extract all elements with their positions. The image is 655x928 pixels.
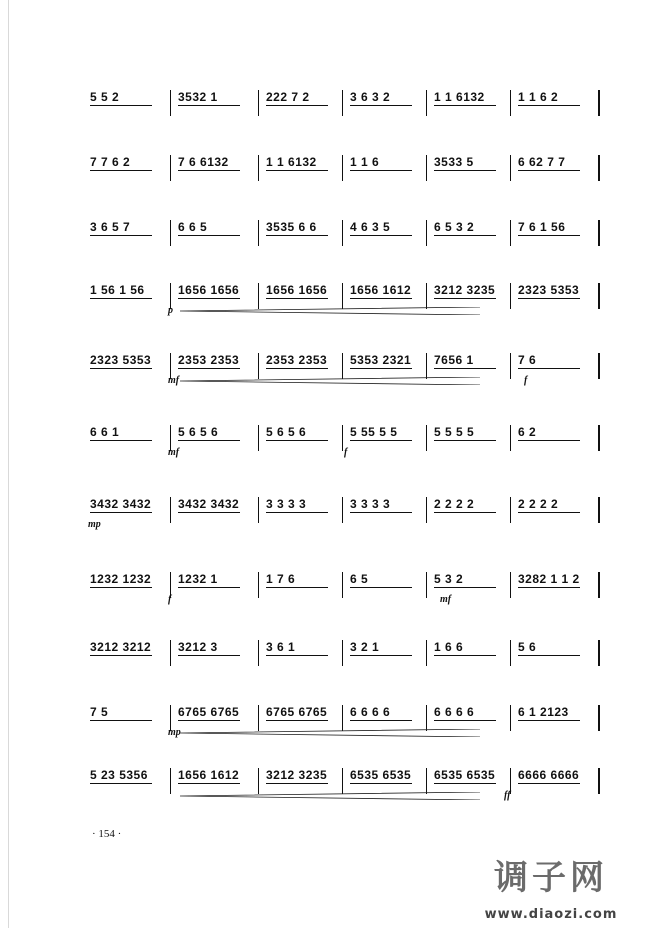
hairpin: [180, 792, 480, 800]
dynamic-mark: mp: [88, 519, 101, 530]
score-measure: 7 7 6 2: [90, 155, 131, 169]
beam-underline: [178, 512, 240, 513]
score-measure: 6765 6765: [178, 705, 240, 719]
beam-underline: [266, 720, 328, 721]
barline: [510, 90, 511, 116]
beam-underline: [90, 368, 152, 369]
dynamic-mark: f: [344, 447, 348, 458]
beam-underline: [266, 105, 328, 106]
score-measure: 1 1 6 2: [518, 90, 559, 104]
barline: [342, 353, 343, 379]
beam-underline: [266, 170, 328, 171]
barline: [510, 353, 511, 379]
beam-underline: [518, 720, 580, 721]
page-number: · 154 ·: [92, 828, 122, 840]
score-measure: 3212 3: [178, 640, 218, 654]
beam-underline: [90, 512, 152, 513]
barline: [258, 90, 259, 116]
beam-underline: [178, 440, 240, 441]
watermark: [476, 850, 626, 922]
score-measure: 5 5 5 5: [434, 425, 475, 439]
beam-underline: [90, 783, 152, 784]
score-measure: 3 6 3 2: [350, 90, 391, 104]
barline: [258, 155, 259, 181]
barline: [170, 768, 171, 794]
beam-underline: [90, 105, 152, 106]
score-measure: 3533 5: [434, 155, 474, 169]
barline: [510, 640, 511, 666]
barline: [258, 220, 259, 246]
beam-underline: [90, 655, 152, 656]
beam-underline: [178, 720, 240, 721]
beam-underline: [434, 783, 496, 784]
score-measure: 1 1 6132: [266, 155, 317, 169]
score-measure: 6 6 5: [178, 220, 208, 234]
beam-underline: [518, 105, 580, 106]
score-line: [84, 155, 604, 185]
barline-end: [598, 572, 600, 598]
score-measure: 3 6 5 7: [90, 220, 131, 234]
barline: [258, 768, 259, 794]
beam-underline: [434, 368, 496, 369]
dynamic-mark: mf: [168, 447, 180, 458]
score-measure: 5 55 5 5: [350, 425, 398, 439]
barline: [170, 640, 171, 666]
barline: [258, 283, 259, 309]
barline: [426, 705, 427, 731]
beam-underline: [350, 170, 412, 171]
page-binding-line: [8, 0, 9, 928]
beam-underline: [178, 235, 240, 236]
barline: [510, 155, 511, 181]
score-measure: 5 23 5356: [90, 768, 148, 782]
beam-underline: [434, 170, 496, 171]
score-line: [84, 768, 604, 801]
beam-underline: [518, 170, 580, 171]
barline: [426, 572, 427, 598]
score-line: [84, 640, 604, 670]
dynamic-mark: mp: [168, 727, 181, 738]
barline: [510, 705, 511, 731]
barline: [258, 705, 259, 731]
barline-end: [598, 497, 600, 523]
beam-underline: [266, 235, 328, 236]
barline: [426, 768, 427, 794]
barline: [426, 155, 427, 181]
beam-underline: [518, 655, 580, 656]
score-measure: 6 2: [518, 425, 537, 439]
barline-end: [598, 705, 600, 731]
score-measure: 5 6: [518, 640, 537, 654]
score-measure: 7656 1: [434, 353, 474, 367]
score-measure: 5 6 5 6: [178, 425, 219, 439]
barline: [258, 353, 259, 379]
barline: [426, 353, 427, 379]
barline: [342, 220, 343, 246]
score-measure: 5 6 5 6: [266, 425, 307, 439]
score-measure: 7 5: [90, 705, 109, 719]
score-line: [84, 425, 604, 458]
beam-underline: [90, 298, 152, 299]
beam-underline: [90, 587, 152, 588]
barline: [426, 425, 427, 451]
score-measure: 2323 5353: [518, 283, 580, 297]
score-measure: 3212 3235: [434, 283, 496, 297]
score-measure: 3 2 1: [350, 640, 380, 654]
barline: [342, 572, 343, 598]
barline-end: [598, 353, 600, 379]
score-measure: 3535 6 6: [266, 220, 317, 234]
score-measure: 1232 1232: [90, 572, 152, 586]
dynamic-mark: mf: [440, 594, 452, 605]
barline: [170, 90, 171, 116]
barline: [510, 572, 511, 598]
beam-underline: [518, 235, 580, 236]
dynamic-mark: f: [168, 594, 172, 605]
barline-end: [598, 283, 600, 309]
score-measure: 1 6 6: [434, 640, 464, 654]
score-line: [84, 353, 604, 386]
dynamic-mark: ff: [504, 790, 511, 801]
score-measure: 1656 1612: [350, 283, 412, 297]
beam-underline: [350, 298, 412, 299]
score-measure: 3212 3235: [266, 768, 328, 782]
beam-underline: [350, 368, 412, 369]
score-line: [84, 705, 604, 738]
beam-underline: [90, 170, 152, 171]
score-measure: 5 3 2: [434, 572, 464, 586]
barline: [426, 220, 427, 246]
score-measure: 2353 2353: [178, 353, 240, 367]
score-measure: 1656 1656: [266, 283, 328, 297]
score-measure: 1 56 1 56: [90, 283, 145, 297]
beam-underline: [434, 235, 496, 236]
barline-end: [598, 768, 600, 794]
score-measure: 2323 5353: [90, 353, 152, 367]
score-line: [84, 90, 604, 120]
dynamic-mark: p: [168, 305, 173, 316]
beam-underline: [518, 440, 580, 441]
score-measure: 6 6 6 6: [434, 705, 475, 719]
score-measure: 6 6 6 6: [350, 705, 391, 719]
beam-underline: [266, 512, 328, 513]
beam-underline: [266, 587, 328, 588]
beam-underline: [434, 512, 496, 513]
barline: [426, 497, 427, 523]
beam-underline: [90, 235, 152, 236]
beam-underline: [434, 587, 496, 588]
beam-underline: [178, 170, 240, 171]
barline: [342, 425, 343, 451]
score-line: [84, 283, 604, 316]
beam-underline: [350, 235, 412, 236]
score-measure: 6666 6666: [518, 768, 580, 782]
beam-underline: [178, 368, 240, 369]
score-measure: 5353 2321: [350, 353, 412, 367]
score-measure: 6 62 7 7: [518, 155, 566, 169]
beam-underline: [178, 587, 240, 588]
beam-underline: [350, 655, 412, 656]
score-measure: 3432 3432: [178, 497, 240, 511]
barline: [426, 283, 427, 309]
beam-underline: [350, 783, 412, 784]
barline: [170, 155, 171, 181]
beam-underline: [518, 298, 580, 299]
beam-underline: [434, 440, 496, 441]
score-measure: 1 1 6132: [434, 90, 485, 104]
barline-end: [598, 425, 600, 451]
beam-underline: [266, 655, 328, 656]
barline: [342, 705, 343, 731]
barline-end: [598, 220, 600, 246]
beam-underline: [350, 105, 412, 106]
score-measure: 6535 6535: [350, 768, 412, 782]
barline-end: [598, 90, 600, 116]
beam-underline: [350, 587, 412, 588]
score-measure: 1232 1: [178, 572, 218, 586]
dynamic-mark: mf: [168, 375, 180, 386]
score-measure: 3532 1: [178, 90, 218, 104]
barline: [170, 497, 171, 523]
score-line: [84, 497, 604, 530]
beam-underline: [518, 512, 580, 513]
barline: [342, 497, 343, 523]
beam-underline: [518, 783, 580, 784]
score-measure: 6 5: [350, 572, 369, 586]
score-measure: 6 5 3 2: [434, 220, 475, 234]
barline: [510, 425, 511, 451]
dynamic-mark: f: [524, 375, 528, 386]
score-measure: 2353 2353: [266, 353, 328, 367]
barline: [342, 155, 343, 181]
barline: [510, 497, 511, 523]
score-measure: 1 7 6: [266, 572, 296, 586]
beam-underline: [178, 298, 240, 299]
beam-underline: [90, 440, 152, 441]
beam-underline: [518, 587, 580, 588]
barline-end: [598, 640, 600, 666]
barline: [426, 640, 427, 666]
score-measure: 7 6: [518, 353, 537, 367]
score-measure: 7 6 6132: [178, 155, 229, 169]
beam-underline: [434, 105, 496, 106]
beam-underline: [178, 105, 240, 106]
beam-underline: [266, 440, 328, 441]
score-measure: 3212 3212: [90, 640, 152, 654]
beam-underline: [178, 655, 240, 656]
watermark-url: www.diaozi.com: [484, 907, 618, 922]
barline: [342, 90, 343, 116]
score-line: [84, 572, 604, 605]
beam-underline: [350, 720, 412, 721]
hairpin: [180, 377, 480, 385]
barline: [510, 283, 511, 309]
score-measure: 1656 1612: [178, 768, 240, 782]
barline: [510, 220, 511, 246]
score-measure: 6 1 2123: [518, 705, 569, 719]
score-measure: 2 2 2 2: [518, 497, 559, 511]
beam-underline: [434, 655, 496, 656]
score-measure: 6 6 1: [90, 425, 120, 439]
barline: [258, 425, 259, 451]
beam-underline: [434, 298, 496, 299]
score-measure: 5 5 2: [90, 90, 120, 104]
score-measure: 3432 3432: [90, 497, 152, 511]
barline: [426, 90, 427, 116]
watermark-title: 调子网: [494, 858, 608, 898]
score-measure: 1 1 6: [350, 155, 380, 169]
barline: [258, 497, 259, 523]
score-measure: 222 7 2: [266, 90, 310, 104]
beam-underline: [350, 512, 412, 513]
beam-underline: [266, 783, 328, 784]
score-measure: 3 3 3 3: [266, 497, 307, 511]
beam-underline: [266, 368, 328, 369]
barline: [342, 768, 343, 794]
barline-end: [598, 155, 600, 181]
beam-underline: [350, 440, 412, 441]
score-measure: 3 6 1: [266, 640, 296, 654]
score-measure: 3282 1 1 2: [518, 572, 580, 586]
hairpin: [180, 729, 480, 737]
score-measure: 4 6 3 5: [350, 220, 391, 234]
beam-underline: [90, 720, 152, 721]
barline: [342, 283, 343, 309]
score-measure: 7 6 1 56: [518, 220, 566, 234]
barline: [258, 640, 259, 666]
beam-underline: [434, 720, 496, 721]
score-measure: 6535 6535: [434, 768, 496, 782]
score-measure: 1656 1656: [178, 283, 240, 297]
barline: [170, 220, 171, 246]
score-measure: 6765 6765: [266, 705, 328, 719]
beam-underline: [266, 298, 328, 299]
score-measure: 2 2 2 2: [434, 497, 475, 511]
barline: [342, 640, 343, 666]
score-line: [84, 220, 604, 250]
hairpin: [180, 307, 480, 315]
beam-underline: [518, 368, 580, 369]
beam-underline: [178, 783, 240, 784]
score-measure: 3 3 3 3: [350, 497, 391, 511]
barline: [258, 572, 259, 598]
